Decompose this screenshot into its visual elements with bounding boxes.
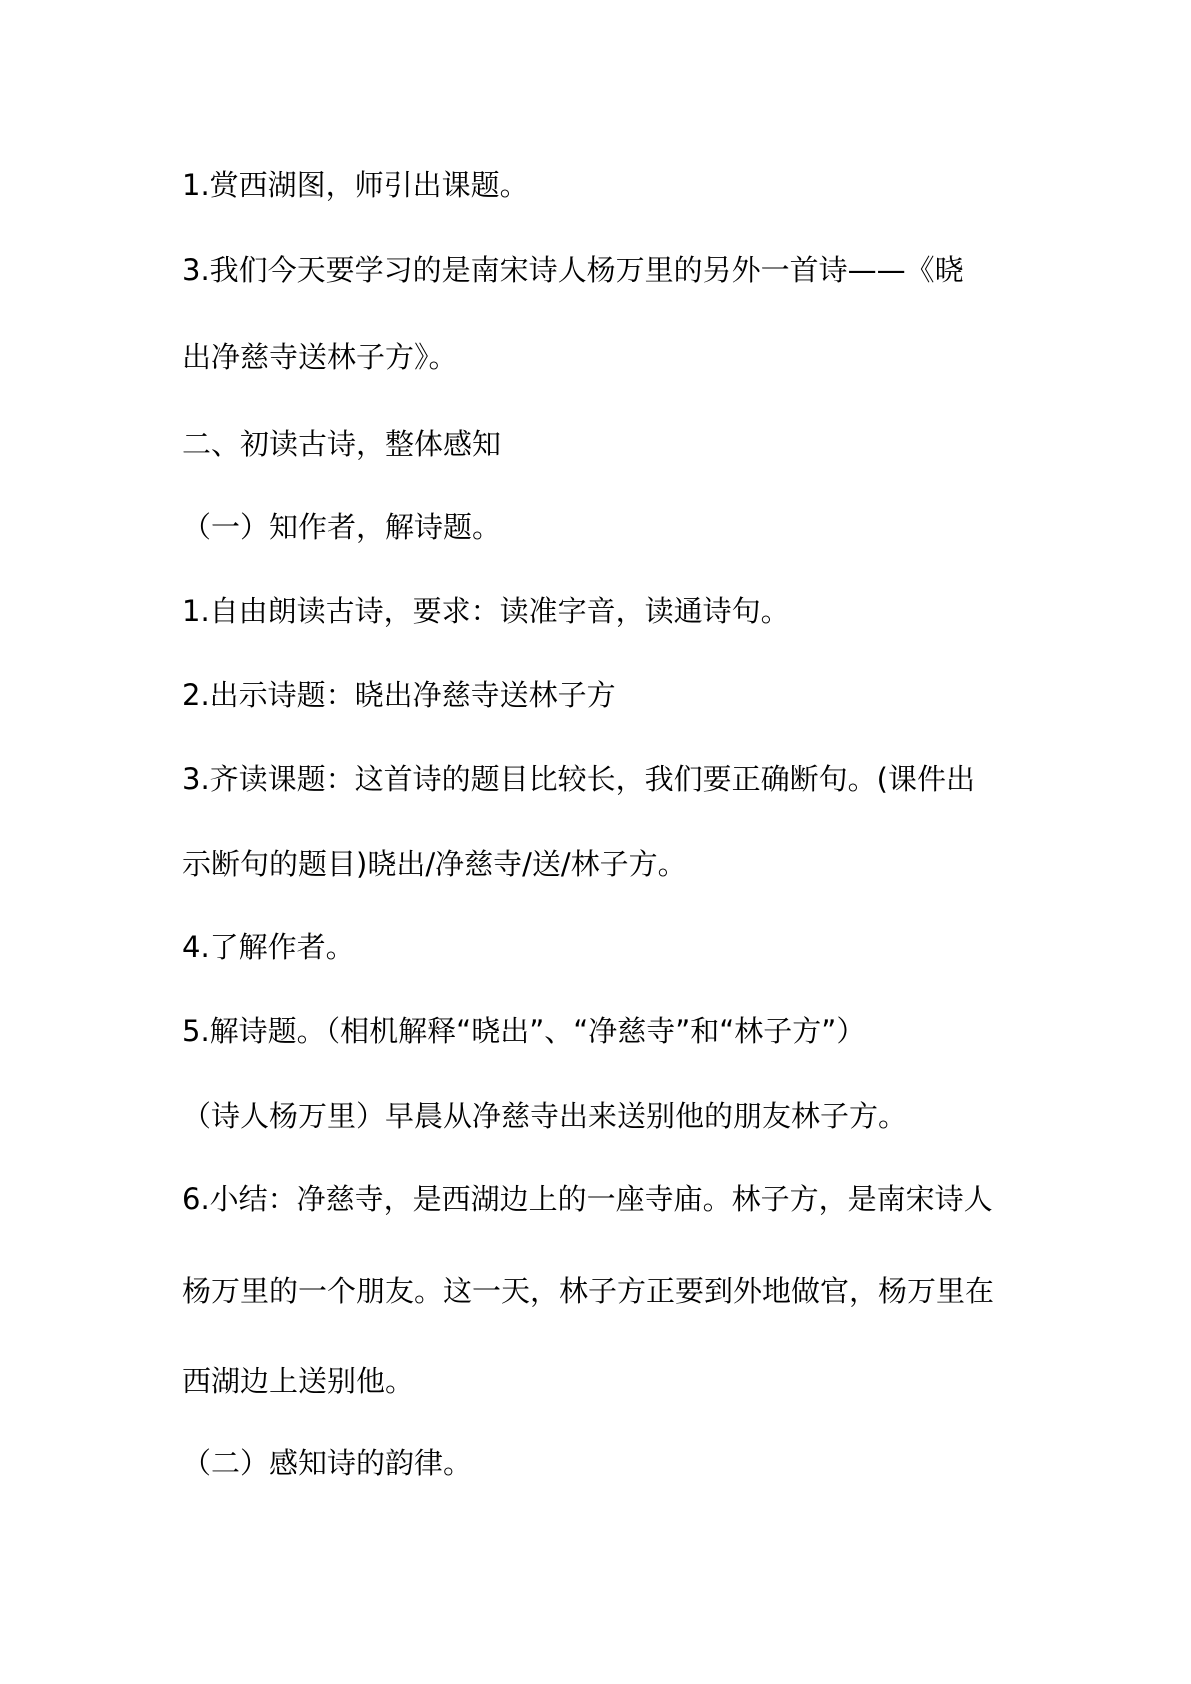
text-line: （诗人杨万里）早晨从净慈寺出来送别他的朋友林子方。: [182, 1099, 908, 1133]
text-line: 出净慈寺送林子方》。: [182, 340, 458, 374]
text-line: 6.小结：净慈寺，是西湖边上的一座寺庙。林子方，是南宋诗人: [182, 1182, 993, 1216]
text-line: 5.解诗题。（相机解释“晓出”、“净慈寺”和“林子方”）: [182, 1014, 866, 1048]
text-line: 3.齐读课题：这首诗的题目比较长，我们要正确断句。(课件出: [182, 762, 975, 796]
text-line: 西湖边上送别他。: [182, 1364, 415, 1398]
text-line: 1.自由朗读古诗，要求：读准字音，读通诗句。: [182, 594, 790, 628]
text-line: 二、初读古诗，整体感知: [182, 427, 502, 461]
subsection-heading-2: [182, 1446, 472, 1541]
text-line: （一）知作者，解诗题。: [182, 510, 502, 544]
text-line: 4.了解作者。: [182, 930, 355, 964]
text-line: （二）感知诗的韵律。: [182, 1446, 473, 1480]
text-line: 2.出示诗题：晓出净慈寺送林子方: [182, 678, 616, 712]
text-line: 1.赏西湖图，师引出课题。: [182, 168, 529, 202]
text-line: 3.我们今天要学习的是南宋诗人杨万里的另外一首诗——《晓: [182, 253, 964, 287]
text-line: 示断句的题目)晓出/净慈寺/送/林子方。: [182, 847, 687, 881]
text-line: 杨万里的一个朋友。这一天，林子方正要到外地做官，杨万里在: [182, 1274, 995, 1308]
